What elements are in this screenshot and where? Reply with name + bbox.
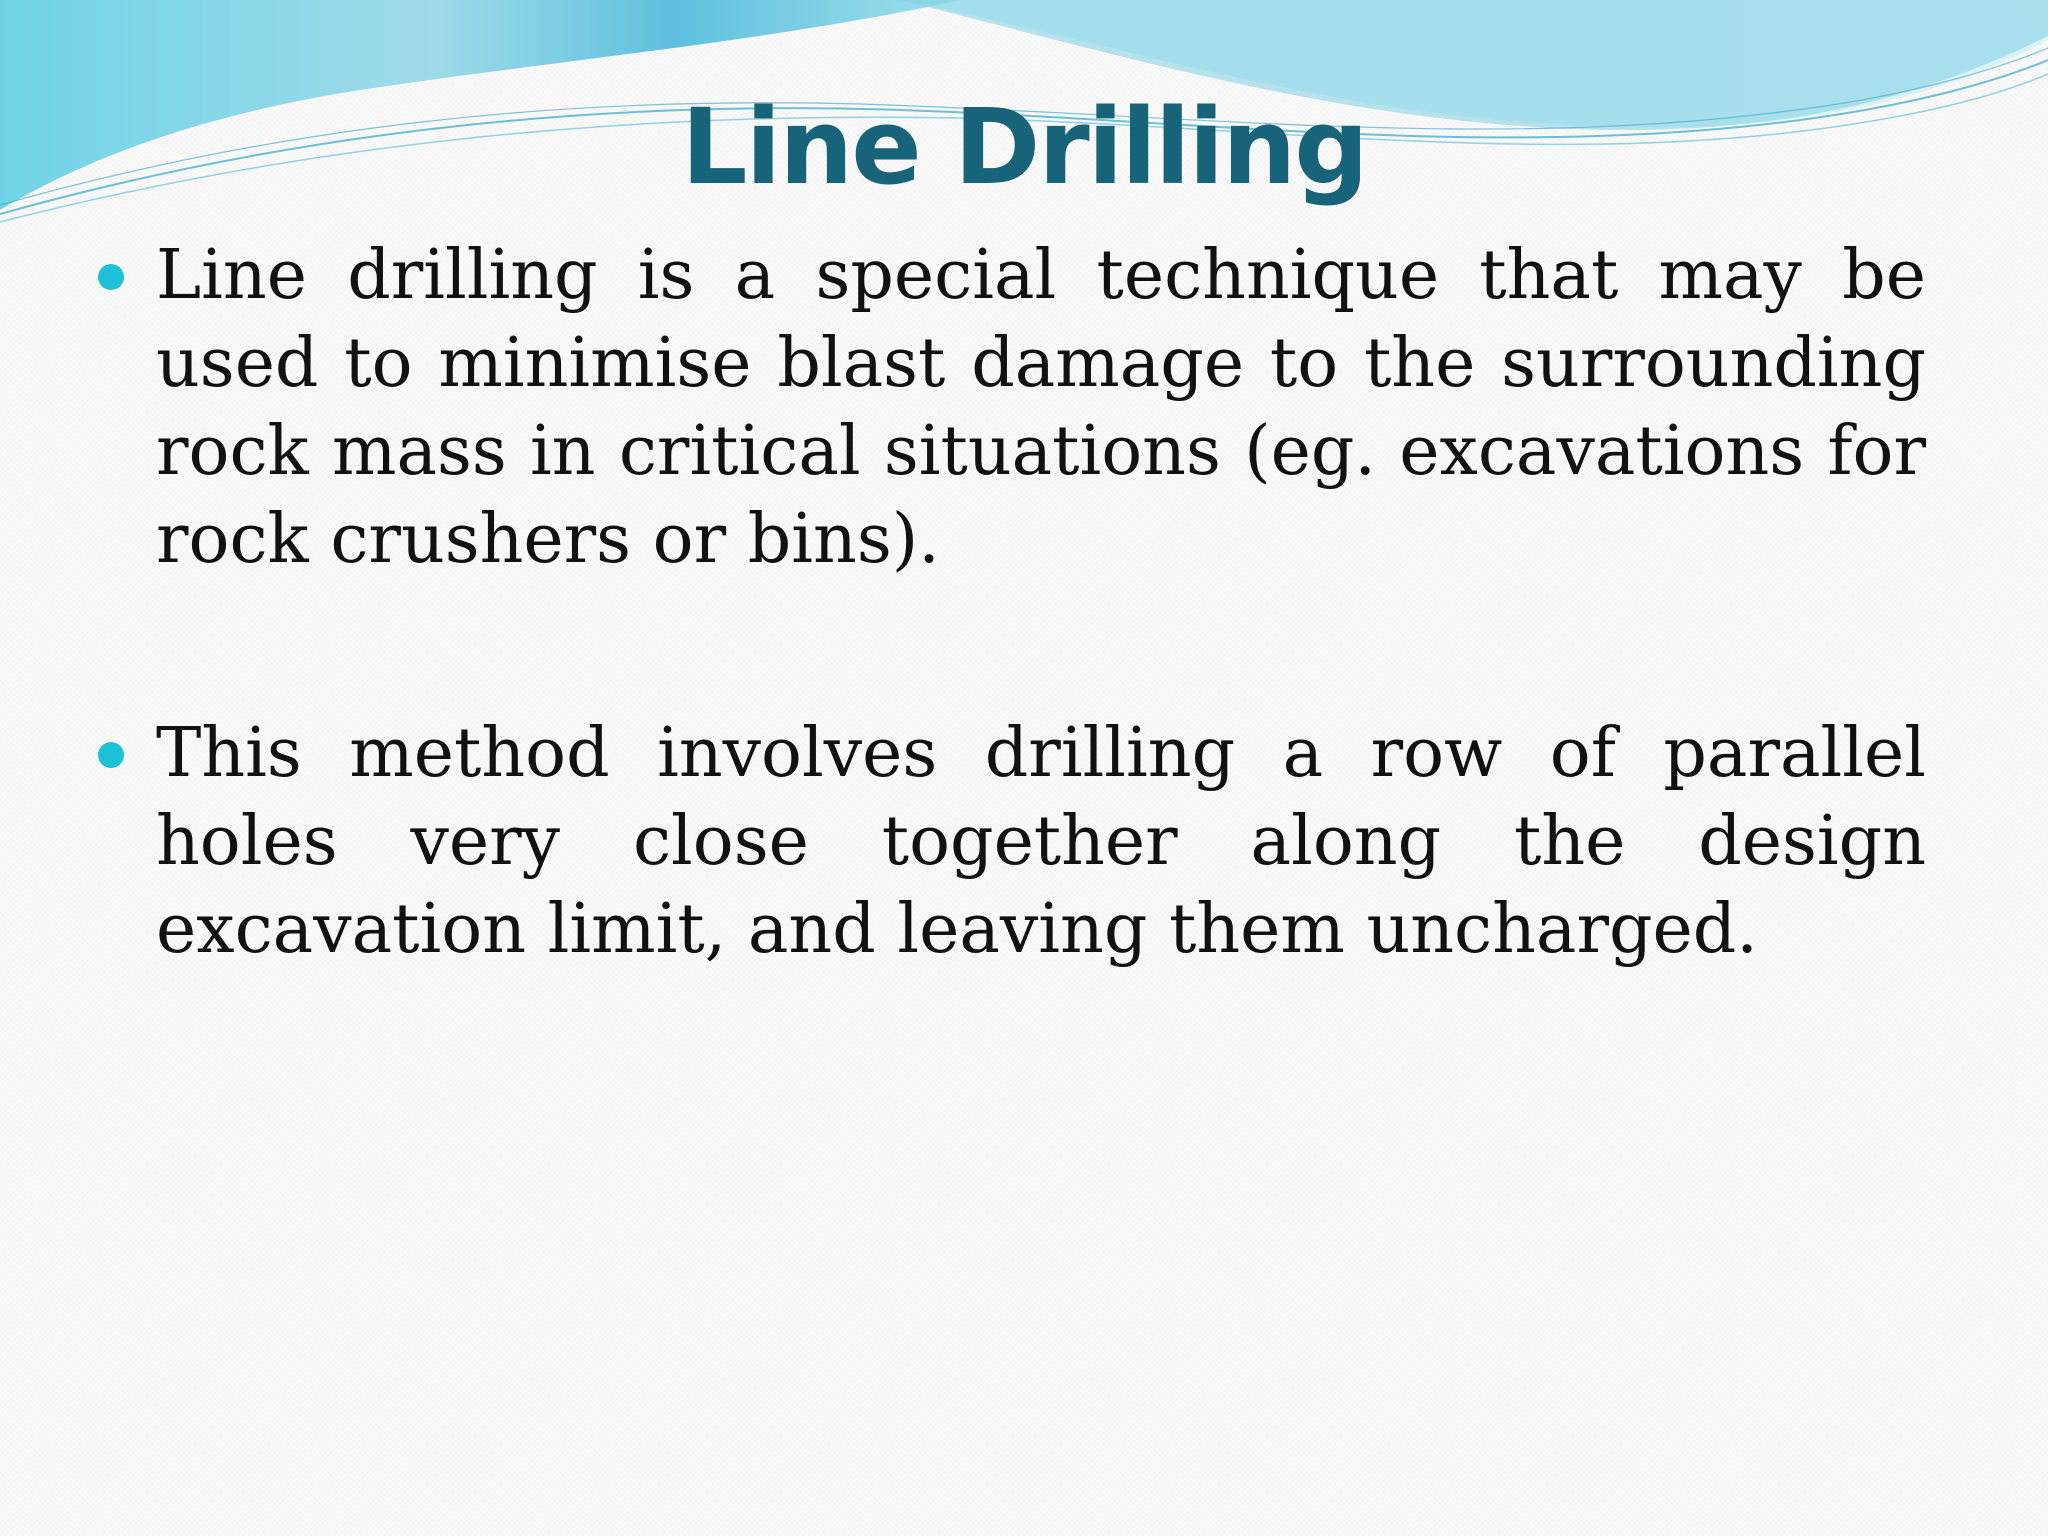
bullet-list bbox=[96, 232, 1926, 974]
bullet-text: Line drilling is a special technique that may be used to minimise blast damage to the surrounding rock mass in critical situations (eg. excavations for rock crushers or bins). bbox=[156, 236, 1926, 579]
slide-title: Line Drilling bbox=[681, 86, 1367, 208]
bullet-dot-icon bbox=[98, 264, 124, 290]
bullet-item bbox=[96, 232, 1926, 584]
bullet-dot-icon bbox=[98, 742, 124, 768]
bullet-text: This method involves drilling a row of parallel holes very close together along the design excavation limit, and leaving them uncharged. bbox=[156, 714, 1926, 969]
bullet-item bbox=[96, 710, 1926, 974]
